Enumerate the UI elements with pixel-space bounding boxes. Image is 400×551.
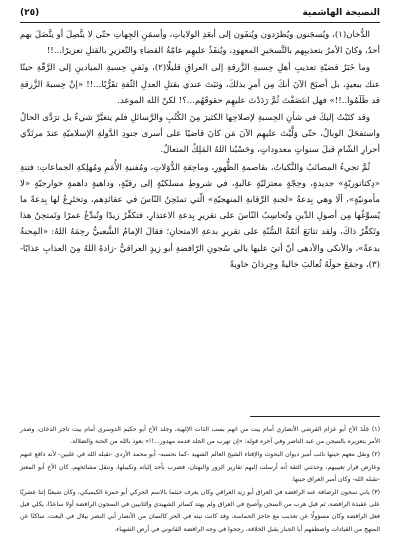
- footnote: (١) جَلَدَ الأخ أبو عزام القرشي الأنصاري أمام بيت من اتهم بسب الذات الإلهية، وجلد الأخ أبو حكيم الدوسري أمام بيت تاجر الدخان، وصدر الأمر بتعزيره بالسجن من عبد الناصر وفي آخره قوله: «إن تهرب من الجلد فدمه مهدور...!!» نعوذ بالله من الحنة والضلالة.: [20, 426, 380, 446]
- page-header: [20, 6, 380, 20]
- footnotes: [20, 424, 380, 537]
- footnote: (٣) ياني سجون الرصافة عنه الرافضة في العراق أبو زيد العراقي وكان يعرف حيثما بالاسم الحركي أبو حمزة الكيميكي، وكان شيعيًا إثنا عشريًا على عقيدة الرافضة، ثم قيل هرب من السجن وأصبح في العراق ولم يهتد كسائر الشهيدي والثانيين في السجون الرافضة أولا ساعدًا، يكلي قبل فعل الرافضة وكان مسؤولًا عن تعذيب مع حاجز الحماسة، وقد كانت نيته في الحر كالسان من الأنصار أبي النصر بيلال في البعث، ساكتًا عن المنهج من القيادات واصطفهم أبا الجبار يقبل الخلافة، رجحوا في وجه الرافضة القانوني في أرض الشهباء.: [20, 489, 380, 533]
- body-paragraph: وما خَبَرُ قضيّةِ تعذيبِ أهلِ حِسبةِ الزَّرقةِ إلى العراقِ قليلًا(٢)، ونَفيِ حِسبةِ الميادينِ إلى الرَّقّةِ حينًا عنك ببعيدٍ، بل أصبَحَ الآنَ أنكَ مِن أمرِ بذلكَ، وثبَتَ عندي بقتلِ العدلِ الثّقةِ تقَرُّبًا...!! «إنْ حِسبةَ الزَّرقةِ قد ظَلَمُوا..!!» فهل انتَصَفْتَ ثُمَّ رَدَدْتَ عليهِم حقوقَهُم...؟! لكنّ الله الموعد.: [20, 63, 380, 106]
- page-number: (٢٥): [20, 8, 40, 18]
- body-paragraph: ثُمَّ تجيءُ المصائبُ والنَّكباتُ، بقاصمةِ الظُّهورِ، وماحِقةِ الدُّوَلاتِ، ومُفنيةِ الأُمَمِ ومُهلِكةِ الجماعاتِ: فتنةِ «دِكتاتوريّةٍ» جديدةٍ، وحِجّةٍ معتزليّةٍ عاليةٍ، في شروطِ مسلكيّةٍ إلى رقيّةٍ، وداهيةٍ داهمةٍ خوارجيّةٍ «لا مأمونيّةٍ»، ألَا وهي بِدعةُ «لجنةِ الرِّقابةِ المنهجيّةِ» الّتي تمتَحِنُ النّاسَ في عقائدِهم، وتختَرِعُ لها بِدعةً ما يُسوِّغُها مِن أصولِ الدِّينِ وتُحاسِبُ النّاسَ على تقريرِ بِدعةِ الاعتذارِ، فتكفِّرُ زيدًا وتُبدِّعُ عمرًا وتَمتحِنُ هذا وتَكفِّرُ ذاكَ، ولقد تتابَعَ أئمّةُ السُّنّةِ على تقريرِ بدعةِ الامتحانِ؛ فقالَ الإمامُ الشَّعبيُّ رحِمَهُ اللهُ: «المِحنةُ بدعةٌ»، والأنكى والأدهى أنّ أتيَ عليها بالي سُجونِ الرّافضةِ أبو زيدٍ العراقيُّ -زادهُ اللهُ مِنَ العذابِ عذابًا-(٣)، وجمَعَ حولَهُ ثُعالبَ خاليةً وجِرذانَ خاويةً: [20, 162, 380, 270]
- footnote: (٢) ونقل معهم حينها نائب أمير ديوان البحوث والإفتاء الشيخ العالم الشهيد -كما نحسبه- أبو محمد الأزدي -تقبله الله في عليين- لأنه دافع عنهم وعارض قرار تغييبهم، وحدثني الثقة أنه أرسلت إليهم تقارير الزور والبهتان، فضرب بأحد إلياته وتكبيلها، وتنقل مشائخهم، كان الأخ أبو المعتز -تقبله الله- وكان أمير العراق حينها.: [20, 451, 380, 483]
- running-title: النصيحة الهاشمية: [302, 8, 380, 18]
- body-paragraph: الدُّخان(١)، ويُسجَنون ويُطرَدون ويُنفَون إلى أبعَدِ الولاياتِ، وأسمَنِ الجِهاتِ حتّى لا يتَّصِلَ أو يتَّصَلَ بهم أحدٌ، وكانَ الأمرُ بتعذيبِهم بالتَّسخيرِ المعهودِ، ويُنفَذُ عليهِم عامّةُ القضاءِ والتّعزيرِ بالقتلِ تعزيرًا...!!: [20, 30, 380, 57]
- footnote-divider: [250, 416, 380, 417]
- main-text: [20, 27, 380, 273]
- header-divider: [20, 22, 380, 23]
- body-paragraph: وقد كتَبْتُ إليكَ في شأنِ الحِسبةِ لإصلاحِها الكثيرَ مِنَ الكُتُبِ والرَّسائلِ فلم يتغيَّرْ شيءٌ بل ترَدَّى الحالُ واستفحَلَ الوبالُ، حتّى وَلَّيْتَ عليهِم الآنَ مَن كانَ قاضيًا على أسرى جنودِ الدَّولةِ الإسلاميّةِ عندَ مرتَدِّي أحرارِ الشّامِ قبلَ سنواتٍ معدوداتٍ، وحَسْبُنا اللهُ المَلِكُ المتعالُ.: [20, 113, 380, 156]
